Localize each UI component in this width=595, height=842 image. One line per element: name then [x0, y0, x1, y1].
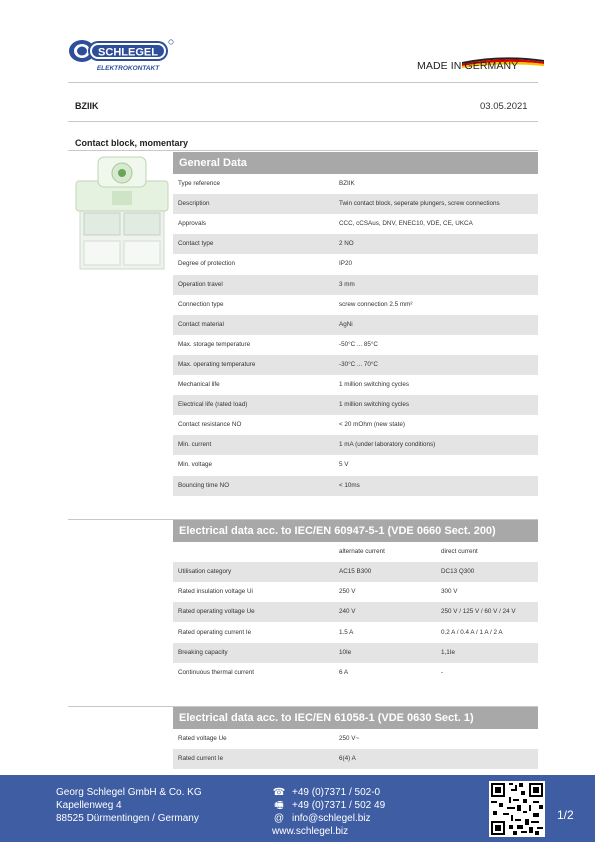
- row-label: Bouncing time NO: [178, 481, 230, 489]
- general-data-row: [173, 476, 538, 496]
- row-value: 3 mm: [339, 280, 355, 288]
- general-data-row: [173, 415, 538, 435]
- general-data-row: [173, 315, 538, 335]
- row-value: < 10ms: [339, 481, 360, 489]
- page-number: 1/2: [557, 808, 574, 822]
- row-value-dc: 1,1Ie: [441, 648, 456, 656]
- general-data-row: [173, 395, 538, 415]
- electrical-60947-row: [173, 643, 538, 663]
- general-data-row: [173, 234, 538, 254]
- general-data-row: [173, 194, 538, 214]
- electrical-61058-header: Electrical data acc. to IEC/EN 61058-1 (VDE 0630 Sect. 1): [173, 707, 538, 729]
- row-label: Contact type: [178, 240, 214, 248]
- electrical-60947-header: Electrical data acc. to IEC/EN 60947-5-1 (VDE 0660 Sect. 200): [173, 520, 538, 542]
- row-label: Continuous thermal current: [178, 669, 254, 676]
- electrical-60947-row: [173, 663, 538, 683]
- electrical-60947-row: [173, 582, 538, 602]
- row-value: 1 million switching cycles: [339, 401, 409, 409]
- electrical-61058-row: [173, 729, 538, 749]
- row-label: Contact material: [178, 320, 224, 328]
- fax-icon: 🖷: [274, 800, 284, 811]
- phone-icon: ☎: [272, 787, 286, 798]
- row-label: Breaking capacity: [178, 648, 228, 656]
- footer-email[interactable]: info@schlegel.biz: [292, 813, 371, 824]
- general-data-row: [173, 435, 538, 455]
- general-data-row: [173, 214, 538, 234]
- row-label: Mechanical life: [178, 381, 220, 388]
- footer-web[interactable]: www.schlegel.biz: [272, 826, 349, 837]
- row-value: BZIIK: [339, 180, 355, 187]
- row-value: 1 million switching cycles: [339, 381, 409, 388]
- row-value: < 20 mOhm (new state): [339, 421, 405, 429]
- row-value: 6 A: [339, 669, 349, 676]
- made-in-germany: MADE IN GERMANY: [417, 60, 519, 72]
- footer-company: Georg Schlegel GmbH & Co. KG: [56, 787, 202, 798]
- row-label: Operation travel: [178, 280, 223, 288]
- row-value: 5 V: [339, 461, 349, 469]
- row-value: Twin contact block, seperate plungers, screw connections: [339, 200, 500, 208]
- row-value: 250 V~: [339, 735, 360, 742]
- row-value: -50°C ... 85°C: [339, 340, 378, 348]
- row-value: AC15 B300: [339, 568, 372, 575]
- footer-phone: +49 (0)7371 / 502-0: [292, 787, 381, 798]
- document-date: 03.05.2021: [480, 101, 528, 112]
- logo-text: SCHLEGEL: [98, 46, 158, 59]
- row-label: Rated operating voltage Ue: [178, 608, 255, 616]
- col-direct-current: direct current: [441, 548, 478, 555]
- row-label: Contact resistance NO: [178, 421, 242, 429]
- row-value-dc: 300 V: [441, 588, 458, 596]
- schlegel-logo: [68, 38, 176, 72]
- row-value-dc: 0.2 A / 0.4 A / 1 A / 2 A: [441, 628, 503, 636]
- email-icon: @: [273, 813, 285, 824]
- footer-street: Kapellenweg 4: [56, 800, 122, 811]
- row-label: Description: [178, 200, 210, 208]
- row-label: Max. storage temperature: [178, 340, 251, 348]
- row-label: Type reference: [178, 180, 221, 187]
- general-data-row: [173, 335, 538, 355]
- general-data-row: [173, 254, 538, 274]
- row-value: CCC, cCSAus, DNV, ENEC10, VDE, CE, UKCA: [339, 220, 473, 228]
- row-value-dc: DC13 Q300: [441, 568, 475, 575]
- general-data-row: [173, 275, 538, 295]
- row-label: Min. voltage: [178, 461, 212, 469]
- row-label: Degree of protection: [178, 260, 236, 268]
- row-value-dc: -: [441, 669, 444, 676]
- row-label: Rated operating current Ie: [178, 628, 252, 636]
- divider: [68, 82, 538, 83]
- footer-fax: +49 (0)7371 / 502 49: [292, 800, 386, 811]
- row-value: -30°C ... 70°C: [339, 360, 378, 368]
- row-label: Max. operating temperature: [178, 360, 256, 368]
- row-value: 1 mA (under laboratory conditions): [339, 441, 436, 449]
- row-label: Rated insulation voltage Ui: [178, 588, 253, 596]
- product-code: BZIIK: [75, 101, 99, 111]
- electrical-61058-row: [173, 749, 538, 769]
- general-data-row: [173, 174, 538, 194]
- qr-code: [489, 781, 545, 837]
- row-label: Electrical life (rated load): [178, 401, 248, 409]
- row-value: 250 V: [339, 588, 356, 596]
- general-data-row: [173, 375, 538, 395]
- footer-city: 88525 Dürmentingen / Germany: [56, 813, 199, 824]
- row-label: Connection type: [178, 300, 224, 308]
- row-value: 1.5 A: [339, 628, 354, 636]
- logo-subtext: ELEKTROKONTAKT: [96, 65, 160, 72]
- row-label: Min. current: [178, 441, 212, 449]
- divider: [68, 121, 538, 122]
- row-value: 6(4) A: [339, 755, 356, 762]
- row-value-dc: 250 V / 125 V / 60 V / 24 V: [441, 608, 516, 616]
- electrical-60947-row: [173, 562, 538, 582]
- col-alternate-current: alternate current: [339, 548, 385, 555]
- electrical-60947-row: [173, 623, 538, 643]
- row-value: 2 NO: [339, 240, 354, 248]
- row-value: AgNi: [339, 320, 353, 328]
- row-value: screw connection 2.5 mm²: [339, 300, 413, 308]
- row-value: 240 V: [339, 608, 356, 616]
- product-subtitle: Contact block, momentary: [75, 138, 189, 148]
- product-image: [74, 151, 170, 273]
- general-data-header: General Data: [173, 152, 538, 174]
- row-value: IP20: [339, 260, 352, 268]
- electrical-60947-row: [173, 602, 538, 622]
- row-label: Rated voltage Ue: [178, 735, 227, 742]
- electrical-60947-column-header: [173, 542, 538, 562]
- row-label: Rated current Ie: [178, 755, 224, 762]
- general-data-row: [173, 295, 538, 315]
- row-label: Approvals: [178, 220, 207, 228]
- general-data-row: [173, 355, 538, 375]
- row-value: 10Ie: [339, 648, 352, 656]
- row-label: Utilisation category: [178, 568, 232, 575]
- general-data-row: [173, 455, 538, 475]
